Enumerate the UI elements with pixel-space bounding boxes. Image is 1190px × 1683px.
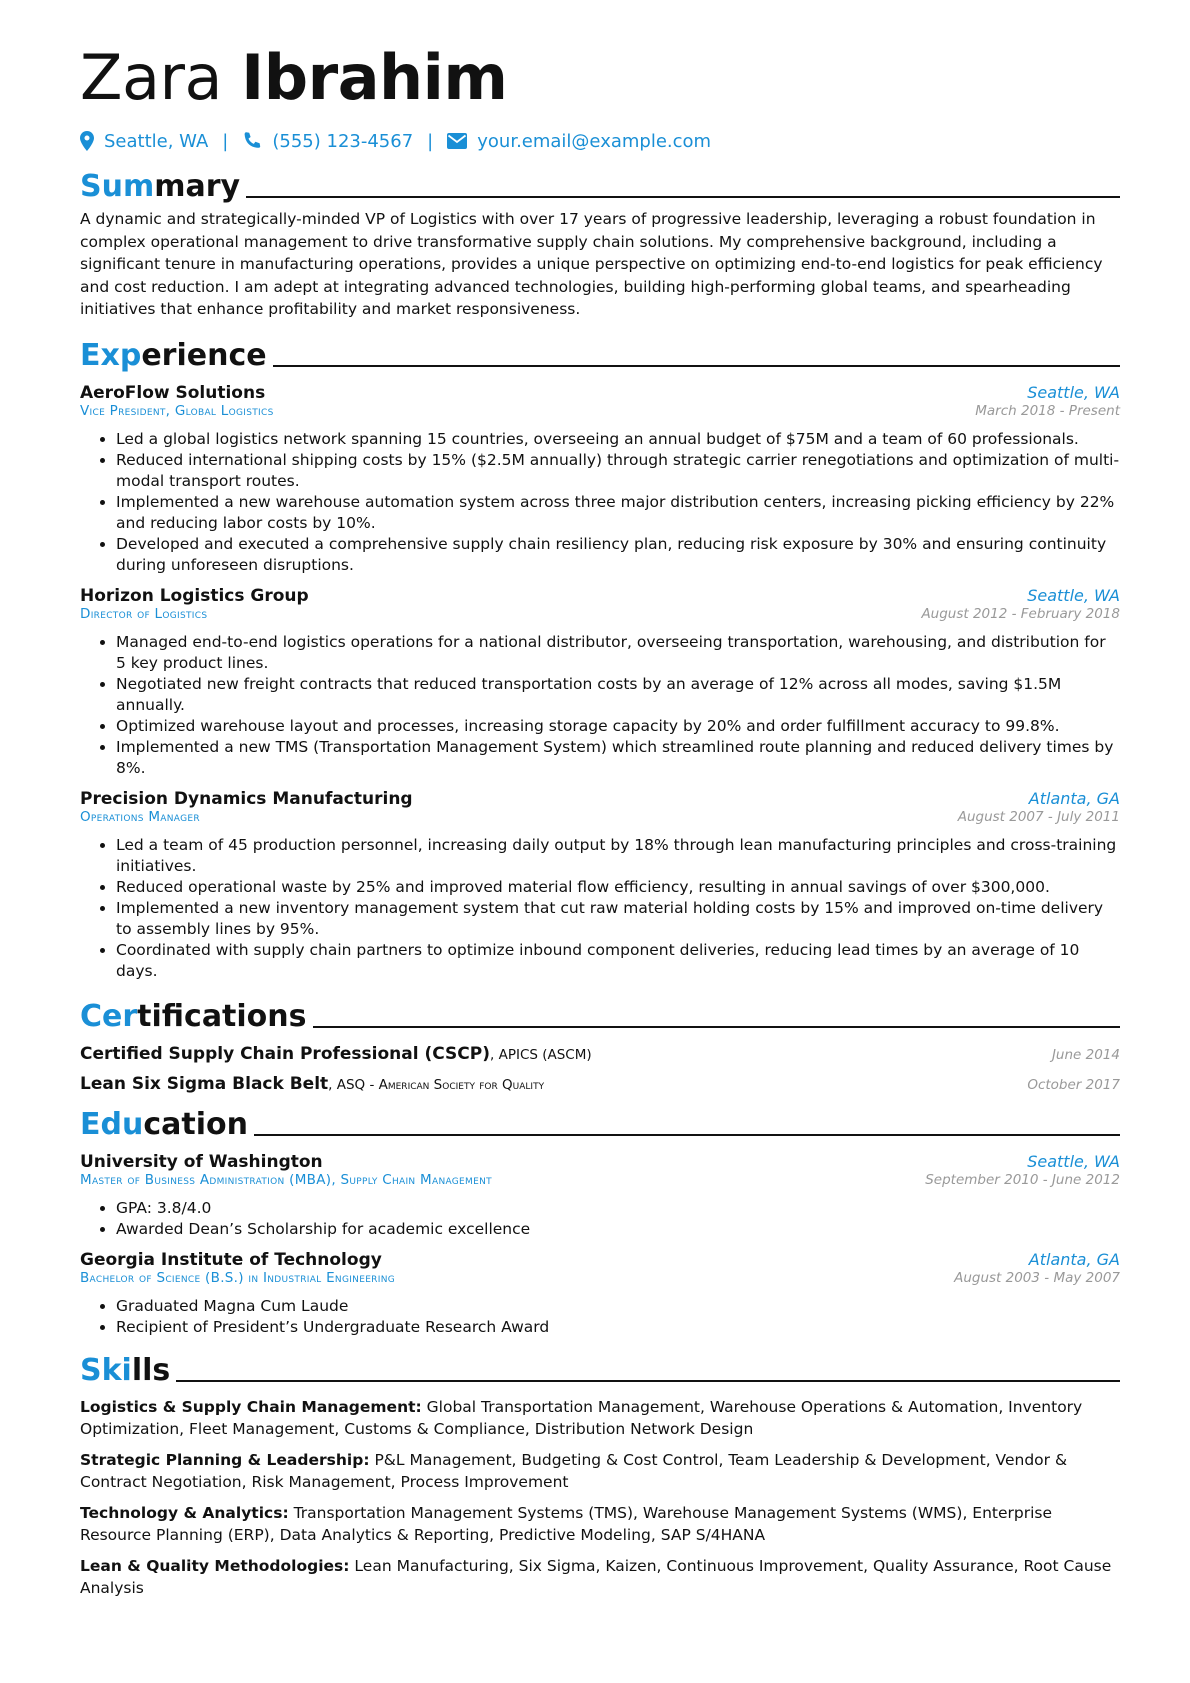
section-divider bbox=[313, 1026, 1120, 1028]
phone-icon bbox=[242, 131, 262, 151]
skill-items: Global Transportation Management, Warehouse Operations & Automation, Inventory Optimization, Fleet Management, Customs & Compliance, Distribution Network Design bbox=[80, 1397, 1083, 1438]
section-title: Education bbox=[80, 1106, 248, 1142]
skill-category: Technology & Analytics: bbox=[80, 1503, 289, 1522]
skill-category: Logistics & Supply Chain Management: bbox=[80, 1397, 422, 1416]
phone-text: (555) 123-4567 bbox=[272, 130, 414, 152]
section-header-certifications bbox=[80, 994, 1120, 1034]
school-location: Seattle, WA bbox=[1027, 1151, 1120, 1171]
school-name: University of Washington bbox=[80, 1151, 323, 1172]
job-dates: March 2018 - Present bbox=[975, 402, 1120, 419]
achievement-list bbox=[80, 429, 1120, 576]
list-item: • Implemented a new inventory management system that cut raw material holding costs by 15% and improved on-time delivery to assembly lines by 95%. bbox=[116, 898, 1120, 940]
achievement-list bbox=[80, 632, 1120, 779]
certification-date: October 2017 bbox=[1027, 1076, 1120, 1093]
achievement-list bbox=[80, 835, 1120, 982]
section-header-education bbox=[80, 1102, 1120, 1142]
certification-date: June 2014 bbox=[1051, 1046, 1120, 1063]
skill-category: Strategic Planning & Leadership: bbox=[80, 1450, 370, 1469]
list-item: • Coordinated with supply chain partners to optimize inbound component deliveries, reducing lead times by an average of 10 days. bbox=[116, 940, 1120, 982]
school-location: Atlanta, GA bbox=[1028, 1249, 1120, 1269]
education-details bbox=[80, 1198, 1120, 1240]
location-text: Seattle, WA bbox=[104, 130, 209, 152]
section-header-summary bbox=[80, 164, 1120, 204]
certification-name: Lean Six Sigma Black Belt bbox=[80, 1073, 329, 1094]
list-item: • Reduced international shipping costs by 15% ($2.5M annually) through strategic carrier renegotiations and optimization of multi-modal transport routes. bbox=[116, 450, 1120, 492]
experience-entry bbox=[80, 789, 1120, 982]
job-title: Operations Manager bbox=[80, 808, 200, 825]
list-item: • Graduated Magna Cum Laude bbox=[116, 1296, 1120, 1317]
certification-name: Certified Supply Chain Professional (CSCP) bbox=[80, 1043, 490, 1064]
company-name: Precision Dynamics Manufacturing bbox=[80, 788, 413, 809]
list-item: • Implemented a new warehouse automation system across three major distribution centers, increasing picking efficiency by 22% and reducing labor costs by 10%. bbox=[116, 492, 1120, 534]
certification-issuer: , APICS (ASCM) bbox=[490, 1046, 592, 1063]
contact-phone[interactable] bbox=[242, 131, 413, 152]
job-dates: August 2007 - July 2011 bbox=[957, 808, 1120, 825]
list-item: • GPA: 3.8/4.0 bbox=[116, 1198, 1120, 1219]
list-item: • Developed and executed a comprehensive supply chain resiliency plan, reducing risk exposure by 30% and ensuring continuity during unforeseen disruptions. bbox=[116, 534, 1120, 576]
skill-group bbox=[80, 1502, 1120, 1547]
section-title: Skills bbox=[80, 1352, 171, 1388]
education-dates: September 2010 - June 2012 bbox=[925, 1171, 1120, 1188]
degree-title: Bachelor of Science (B.S.) in Industrial Engineering bbox=[80, 1269, 395, 1286]
contact-separator: | bbox=[222, 130, 229, 152]
education-dates: August 2003 - May 2007 bbox=[954, 1269, 1120, 1286]
school-name: Georgia Institute of Technology bbox=[80, 1249, 382, 1270]
certification-issuer: , ASQ - American Society for Quality bbox=[328, 1076, 545, 1093]
list-item: • Led a team of 45 production personnel, increasing daily output by 18% through lean manufacturing principles and cross-training initiatives. bbox=[116, 835, 1120, 877]
experience-entry bbox=[80, 383, 1120, 576]
section-header-experience bbox=[80, 333, 1120, 373]
certification-item bbox=[80, 1044, 1120, 1064]
job-title: Vice President, Global Logistics bbox=[80, 402, 274, 419]
list-item: • Implemented a new TMS (Transportation Management System) which streamlined route planning and reduced delivery times by 8%. bbox=[116, 737, 1120, 779]
degree-title: Master of Business Administration (MBA), Supply Chain Management bbox=[80, 1171, 492, 1188]
summary-text: A dynamic and strategically-minded VP of Logistics with over 17 years of progressive leadership, leveraging a robust foundation in complex operational management to drive transformative supply chain solutions. My comprehensive background, including a significant tenure in manufacturing operations, provides a unique perspective on optimizing end-to-end logistics for peak efficiency and cost reduction. I am adept at integrating advanced technologies, building high-performing global teams, and spearheading initiatives that enhance profitability and market responsiveness. bbox=[80, 210, 1103, 318]
job-location: Atlanta, GA bbox=[1028, 788, 1120, 808]
skill-items: Lean Manufacturing, Six Sigma, Kaizen, Continuous Improvement, Quality Assurance, Root Cause Analysis bbox=[80, 1556, 1112, 1597]
education-details bbox=[80, 1296, 1120, 1338]
skill-items: Transportation Management Systems (TMS), Warehouse Management Systems (WMS), Enterprise Resource Planning (ERP), Data Analytics & Reporting, Predictive Modeling, SAP S/4HANA bbox=[80, 1503, 1053, 1544]
skill-group bbox=[80, 1396, 1120, 1441]
education-entry bbox=[80, 1152, 1120, 1240]
education-entry bbox=[80, 1250, 1120, 1338]
list-item: • Reduced operational waste by 25% and improved material flow efficiency, resulting in annual savings of over $300,000. bbox=[116, 877, 1120, 898]
certification-item bbox=[80, 1074, 1120, 1094]
last-name: Ibrahim bbox=[241, 41, 508, 114]
section-title: Summary bbox=[80, 169, 241, 204]
contact-separator: | bbox=[427, 130, 434, 152]
list-item: • Led a global logistics network spanning 15 countries, overseeing an annual budget of $75M and a team of 60 professionals. bbox=[116, 429, 1120, 450]
skill-group bbox=[80, 1449, 1120, 1494]
skill-items: P&L Management, Budgeting & Cost Control, Team Leadership & Development, Vendor & Contract Negotiation, Risk Management, Process Improvement bbox=[80, 1450, 1068, 1491]
section-divider bbox=[246, 196, 1120, 198]
job-dates: August 2012 - February 2018 bbox=[921, 605, 1120, 622]
contact-bar bbox=[80, 126, 1120, 156]
section-divider bbox=[176, 1380, 1120, 1382]
contact-email[interactable] bbox=[447, 131, 711, 152]
section-divider bbox=[254, 1134, 1120, 1136]
list-item: • Recipient of President’s Undergraduate Research Award bbox=[116, 1317, 1120, 1338]
email-link[interactable]: your.email@example.com bbox=[477, 130, 712, 152]
section-divider bbox=[273, 365, 1120, 367]
experience-entry bbox=[80, 586, 1120, 779]
list-item: • Awarded Dean’s Scholarship for academic excellence bbox=[116, 1219, 1120, 1240]
contact-location bbox=[80, 131, 208, 152]
candidate-name bbox=[80, 40, 1120, 116]
list-item: • Negotiated new freight contracts that reduced transportation costs by an average of 12% across all modes, saving $1.5M annually. bbox=[116, 674, 1120, 716]
first-name: Zara bbox=[80, 41, 222, 114]
job-title: Director of Logistics bbox=[80, 605, 208, 622]
job-location: Seattle, WA bbox=[1027, 585, 1120, 605]
company-name: AeroFlow Solutions bbox=[80, 382, 266, 403]
list-item: • Optimized warehouse layout and processes, increasing storage capacity by 20% and order fulfillment accuracy to 99.8%. bbox=[116, 716, 1120, 737]
skill-group bbox=[80, 1555, 1120, 1600]
envelope-icon bbox=[447, 133, 467, 149]
section-header-skills bbox=[80, 1348, 1120, 1388]
section-title: Certifications bbox=[80, 998, 307, 1034]
map-pin-icon bbox=[80, 131, 94, 151]
section-title: Experience bbox=[80, 337, 267, 373]
company-name: Horizon Logistics Group bbox=[80, 585, 309, 606]
skill-category: Lean & Quality Methodologies: bbox=[80, 1556, 350, 1575]
list-item: • Managed end-to-end logistics operations for a national distributor, overseeing transportation, warehousing, and distribution for 5 key product lines. bbox=[116, 632, 1120, 674]
job-location: Seattle, WA bbox=[1027, 382, 1120, 402]
